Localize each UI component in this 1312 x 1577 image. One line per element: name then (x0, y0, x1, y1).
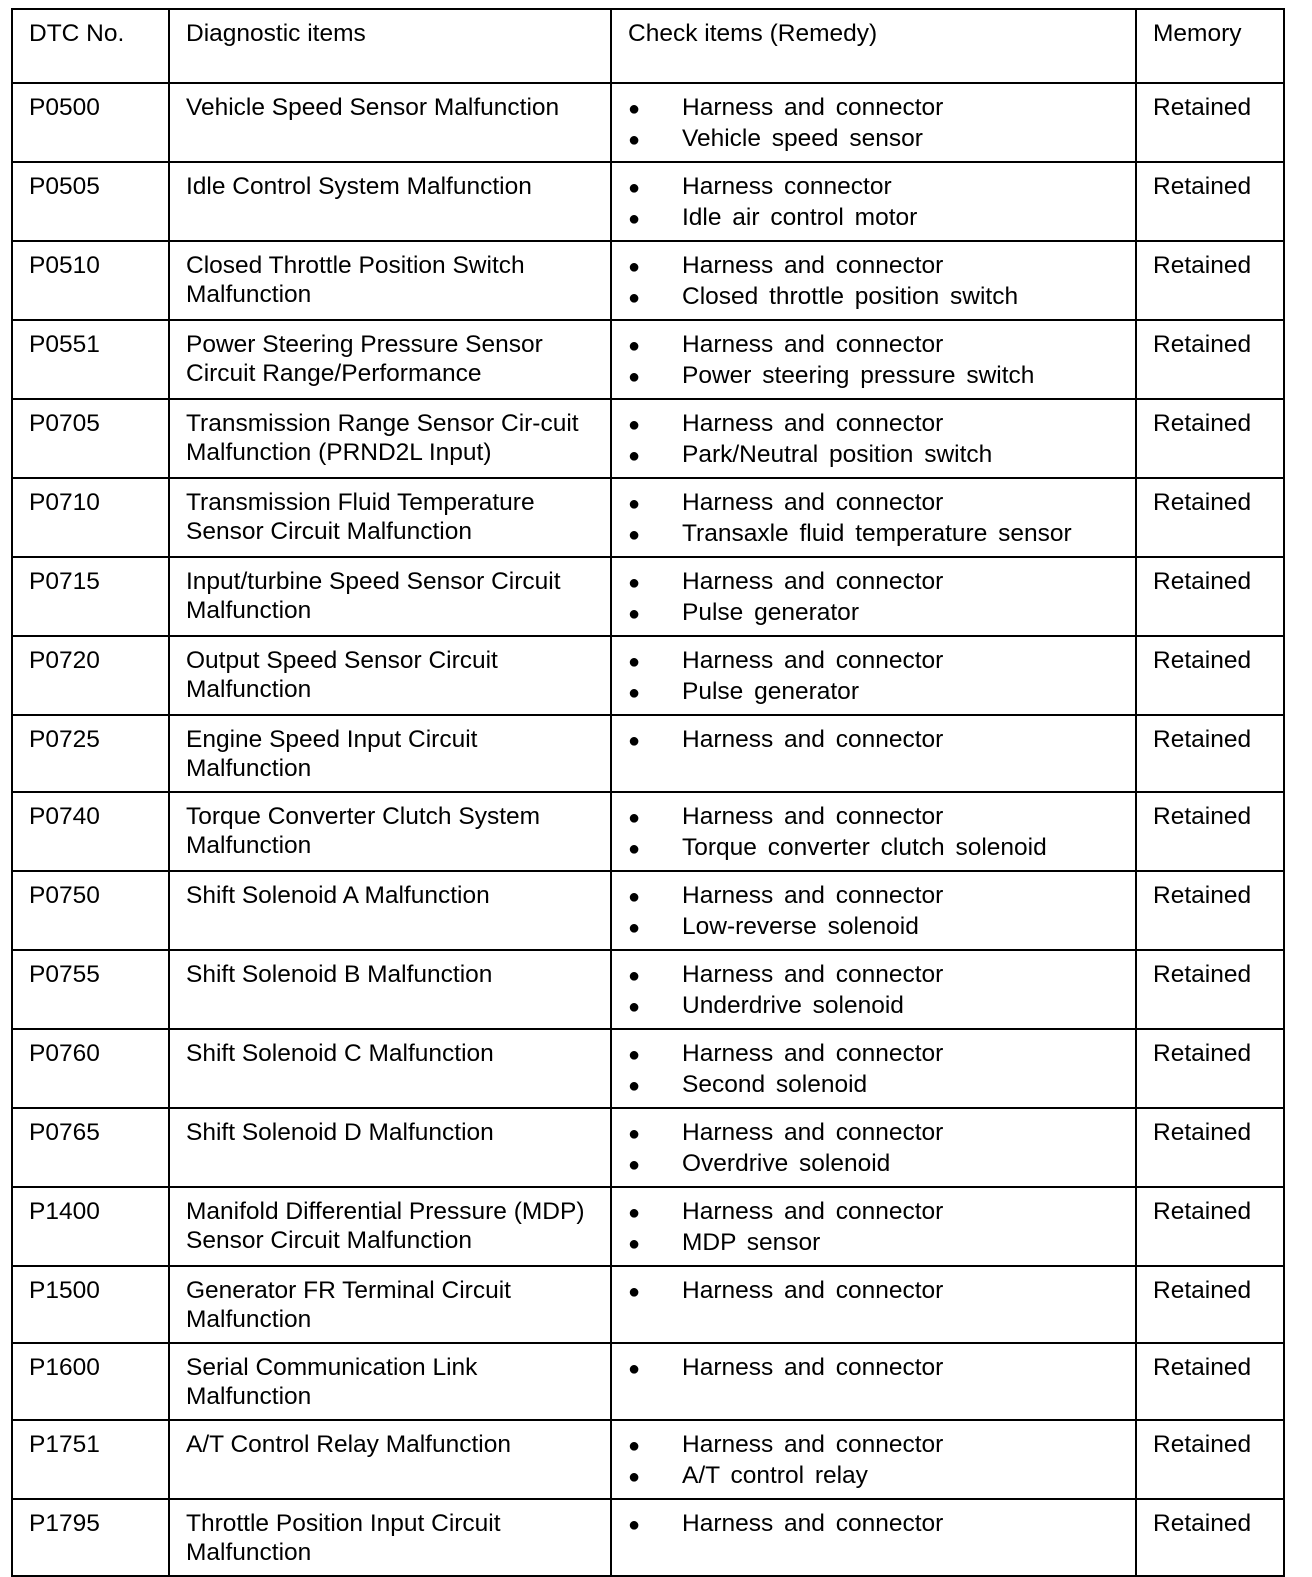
check-item (628, 1118, 1125, 1149)
check-item-label: Underdrive solenoid (682, 992, 904, 1019)
bullet-icon: ● (628, 965, 641, 987)
check-item-label: Harness and connector (682, 1119, 944, 1146)
check-items (611, 871, 1136, 950)
bullet-icon: ● (628, 886, 641, 908)
diagnostic-item: Torque Converter Clutch System Malfunction (169, 792, 611, 871)
check-item (628, 488, 1125, 519)
table-row (12, 1108, 1284, 1187)
header-memory: Memory (1136, 9, 1284, 83)
header-row (12, 9, 1284, 83)
dtc-code: P0760 (12, 1029, 169, 1108)
check-item-label: Harness and connector (682, 331, 944, 358)
check-item (628, 1461, 1125, 1492)
check-item-label: Second solenoid (682, 1071, 868, 1098)
bullet-icon: ● (628, 129, 641, 151)
check-item-label: Overdrive solenoid (682, 1150, 891, 1177)
check-item (628, 1197, 1125, 1228)
check-items (611, 1343, 1136, 1420)
check-items (611, 478, 1136, 557)
memory-status: Retained (1136, 871, 1284, 950)
check-item-label: Closed throttle position switch (682, 283, 1019, 310)
check-item (628, 330, 1125, 361)
bullet-icon: ● (628, 730, 641, 752)
memory-status: Retained (1136, 83, 1284, 162)
check-item-label: Harness and connector (682, 1354, 944, 1381)
bullet-icon: ● (628, 996, 641, 1018)
bullet-icon: ● (628, 1202, 641, 1224)
check-items (611, 636, 1136, 715)
dtc-code: P0750 (12, 871, 169, 950)
check-item-label: Harness and connector (682, 1040, 944, 1067)
check-item-label: Harness and connector (682, 1510, 944, 1537)
check-item-label: Pulse generator (682, 678, 859, 705)
memory-status: Retained (1136, 636, 1284, 715)
check-items (611, 241, 1136, 320)
check-item (628, 1149, 1125, 1180)
check-item (628, 1039, 1125, 1070)
diagnostic-item: Transmission Fluid Temperature Sensor Circuit Malfunction (169, 478, 611, 557)
table-row (12, 1266, 1284, 1343)
memory-status: Retained (1136, 557, 1284, 636)
check-item-label: Harness and connector (682, 568, 944, 595)
check-item (628, 282, 1125, 313)
bullet-icon: ● (628, 1233, 641, 1255)
check-item-label: Harness and connector (682, 882, 944, 909)
check-item (628, 991, 1125, 1022)
table-row (12, 320, 1284, 399)
check-item-label: Harness and connector (682, 961, 944, 988)
check-items (611, 557, 1136, 636)
header-diagnostic-items: Diagnostic items (169, 9, 611, 83)
dtc-table (11, 8, 1285, 1577)
check-items (611, 1499, 1136, 1576)
memory-status: Retained (1136, 1420, 1284, 1499)
check-item-label: Harness and connector (682, 252, 944, 279)
diagnostic-item: Serial Communication Link Malfunction (169, 1343, 611, 1420)
check-items (611, 320, 1136, 399)
check-item-label: Harness and connector (682, 94, 944, 121)
dtc-code: P0755 (12, 950, 169, 1029)
check-item-label: Idle air control motor (682, 204, 918, 231)
diagnostic-item: Shift Solenoid C Malfunction (169, 1029, 611, 1108)
diagnostic-item: A/T Control Relay Malfunction (169, 1420, 611, 1499)
check-item-label: Harness and connector (682, 803, 944, 830)
table-row (12, 399, 1284, 478)
check-item-label: Low-reverse solenoid (682, 913, 919, 940)
dtc-code: P0715 (12, 557, 169, 636)
dtc-code: P0725 (12, 715, 169, 792)
bullet-icon: ● (628, 1435, 641, 1457)
table-row (12, 557, 1284, 636)
check-item (628, 1276, 1125, 1307)
check-item-label: Power steering pressure switch (682, 362, 1035, 389)
check-items (611, 1187, 1136, 1266)
table-row (12, 871, 1284, 950)
check-item (628, 677, 1125, 708)
diagnostic-item: Transmission Range Sensor Cir-cuit Malfunction (PRND2L Input) (169, 399, 611, 478)
diagnostic-item: Generator FR Terminal Circuit Malfunction (169, 1266, 611, 1343)
table-row (12, 1029, 1284, 1108)
diagnostic-item: Engine Speed Input Circuit Malfunction (169, 715, 611, 792)
bullet-icon: ● (628, 838, 641, 860)
bullet-icon: ● (628, 493, 641, 515)
memory-status: Retained (1136, 1108, 1284, 1187)
memory-status: Retained (1136, 1266, 1284, 1343)
check-item (628, 1353, 1125, 1384)
diagnostic-item: Throttle Position Input Circuit Malfunction (169, 1499, 611, 1576)
check-item (628, 1070, 1125, 1101)
diagnostic-item: Power Steering Pressure Sensor Circuit Range/Performance (169, 320, 611, 399)
check-item-label: Pulse generator (682, 599, 859, 626)
bullet-icon: ● (628, 1281, 641, 1303)
dtc-code: P1600 (12, 1343, 169, 1420)
dtc-code: P1400 (12, 1187, 169, 1266)
check-item (628, 1228, 1125, 1259)
table-row (12, 792, 1284, 871)
dtc-code: P1795 (12, 1499, 169, 1576)
check-item-label: Harness and connector (682, 1198, 944, 1225)
table-body (12, 83, 1284, 1576)
check-items (611, 1108, 1136, 1187)
bullet-icon: ● (628, 366, 641, 388)
dtc-code: P0765 (12, 1108, 169, 1187)
check-item (628, 124, 1125, 155)
bullet-icon: ● (628, 1044, 641, 1066)
check-item (628, 93, 1125, 124)
table-row (12, 1187, 1284, 1266)
bullet-icon: ● (628, 651, 641, 673)
bullet-icon: ● (628, 335, 641, 357)
check-item (628, 440, 1125, 471)
check-item (628, 1509, 1125, 1540)
diagnostic-item: Shift Solenoid D Malfunction (169, 1108, 611, 1187)
table-row (12, 1343, 1284, 1420)
bullet-icon: ● (628, 1154, 641, 1176)
diagnostic-item: Vehicle Speed Sensor Malfunction (169, 83, 611, 162)
check-item (628, 567, 1125, 598)
memory-status: Retained (1136, 478, 1284, 557)
check-items (611, 83, 1136, 162)
check-item-label: Harness and connector (682, 489, 944, 516)
bullet-icon: ● (628, 917, 641, 939)
check-item-label: Harness and connector (682, 647, 944, 674)
diagnostic-item: Closed Throttle Position Switch Malfunction (169, 241, 611, 320)
bullet-icon: ● (628, 414, 641, 436)
memory-status: Retained (1136, 320, 1284, 399)
bullet-icon: ● (628, 287, 641, 309)
memory-status: Retained (1136, 162, 1284, 241)
memory-status: Retained (1136, 399, 1284, 478)
check-item (628, 409, 1125, 440)
bullet-icon: ● (628, 1358, 641, 1380)
dtc-code: P0551 (12, 320, 169, 399)
table-row (12, 83, 1284, 162)
bullet-icon: ● (628, 177, 641, 199)
dtc-code: P0505 (12, 162, 169, 241)
bullet-icon: ● (628, 1123, 641, 1145)
check-item-label: MDP sensor (682, 1229, 821, 1256)
table-row (12, 1420, 1284, 1499)
diagnostic-item: Idle Control System Malfunction (169, 162, 611, 241)
check-item-label: Park/Neutral position switch (682, 441, 993, 468)
check-items (611, 1420, 1136, 1499)
bullet-icon: ● (628, 208, 641, 230)
check-item-label: Harness and connector (682, 726, 944, 753)
bullet-icon: ● (628, 1075, 641, 1097)
memory-status: Retained (1136, 792, 1284, 871)
memory-status: Retained (1136, 715, 1284, 792)
bullet-icon: ● (628, 256, 641, 278)
check-item (628, 251, 1125, 282)
dtc-code: P0720 (12, 636, 169, 715)
check-item (628, 172, 1125, 203)
table-row (12, 950, 1284, 1029)
table-row (12, 241, 1284, 320)
check-item-label: Transaxle fluid temperature sensor (682, 520, 1072, 547)
dtc-code: P0705 (12, 399, 169, 478)
bullet-icon: ● (628, 445, 641, 467)
table-row (12, 636, 1284, 715)
table-row (12, 715, 1284, 792)
diagnostic-item: Input/turbine Speed Sensor Circuit Malfunction (169, 557, 611, 636)
memory-status: Retained (1136, 1499, 1284, 1576)
memory-status: Retained (1136, 1187, 1284, 1266)
check-item (628, 598, 1125, 629)
check-item (628, 881, 1125, 912)
check-items (611, 399, 1136, 478)
check-item-label: Torque converter clutch solenoid (682, 834, 1047, 861)
bullet-icon: ● (628, 807, 641, 829)
table-row (12, 478, 1284, 557)
check-item (628, 833, 1125, 864)
dtc-code: P1500 (12, 1266, 169, 1343)
header-dtc: DTC No. (12, 9, 169, 83)
table-row (12, 1499, 1284, 1576)
check-items (611, 1029, 1136, 1108)
dtc-code: P0710 (12, 478, 169, 557)
bullet-icon: ● (628, 1514, 641, 1536)
check-item (628, 725, 1125, 756)
check-items (611, 715, 1136, 792)
dtc-code: P0740 (12, 792, 169, 871)
check-item (628, 361, 1125, 392)
check-item-label: Harness connector (682, 173, 892, 200)
dtc-code: P1751 (12, 1420, 169, 1499)
diagnostic-item: Manifold Differential Pressure (MDP) Sensor Circuit Malfunction (169, 1187, 611, 1266)
check-item (628, 912, 1125, 943)
check-items (611, 950, 1136, 1029)
check-item (628, 203, 1125, 234)
diagnostic-item: Shift Solenoid B Malfunction (169, 950, 611, 1029)
header-check-items: Check items (Remedy) (611, 9, 1136, 83)
memory-status: Retained (1136, 241, 1284, 320)
check-item (628, 802, 1125, 833)
check-items (611, 792, 1136, 871)
diagnostic-item: Shift Solenoid A Malfunction (169, 871, 611, 950)
memory-status: Retained (1136, 1029, 1284, 1108)
bullet-icon: ● (628, 1466, 641, 1488)
check-items (611, 1266, 1136, 1343)
bullet-icon: ● (628, 572, 641, 594)
dtc-code: P0500 (12, 83, 169, 162)
memory-status: Retained (1136, 950, 1284, 1029)
check-item-label: Harness and connector (682, 410, 944, 437)
check-item (628, 960, 1125, 991)
check-item-label: Vehicle speed sensor (682, 125, 923, 152)
bullet-icon: ● (628, 603, 641, 625)
check-item (628, 646, 1125, 677)
diagnostic-item: Output Speed Sensor Circuit Malfunction (169, 636, 611, 715)
check-item-label: Harness and connector (682, 1431, 944, 1458)
check-item (628, 519, 1125, 550)
bullet-icon: ● (628, 682, 641, 704)
bullet-icon: ● (628, 524, 641, 546)
bullet-icon: ● (628, 98, 641, 120)
table-row (12, 162, 1284, 241)
memory-status: Retained (1136, 1343, 1284, 1420)
check-item-label: A/T control relay (682, 1462, 868, 1489)
check-items (611, 162, 1136, 241)
dtc-code: P0510 (12, 241, 169, 320)
check-item (628, 1430, 1125, 1461)
check-item-label: Harness and connector (682, 1277, 944, 1304)
